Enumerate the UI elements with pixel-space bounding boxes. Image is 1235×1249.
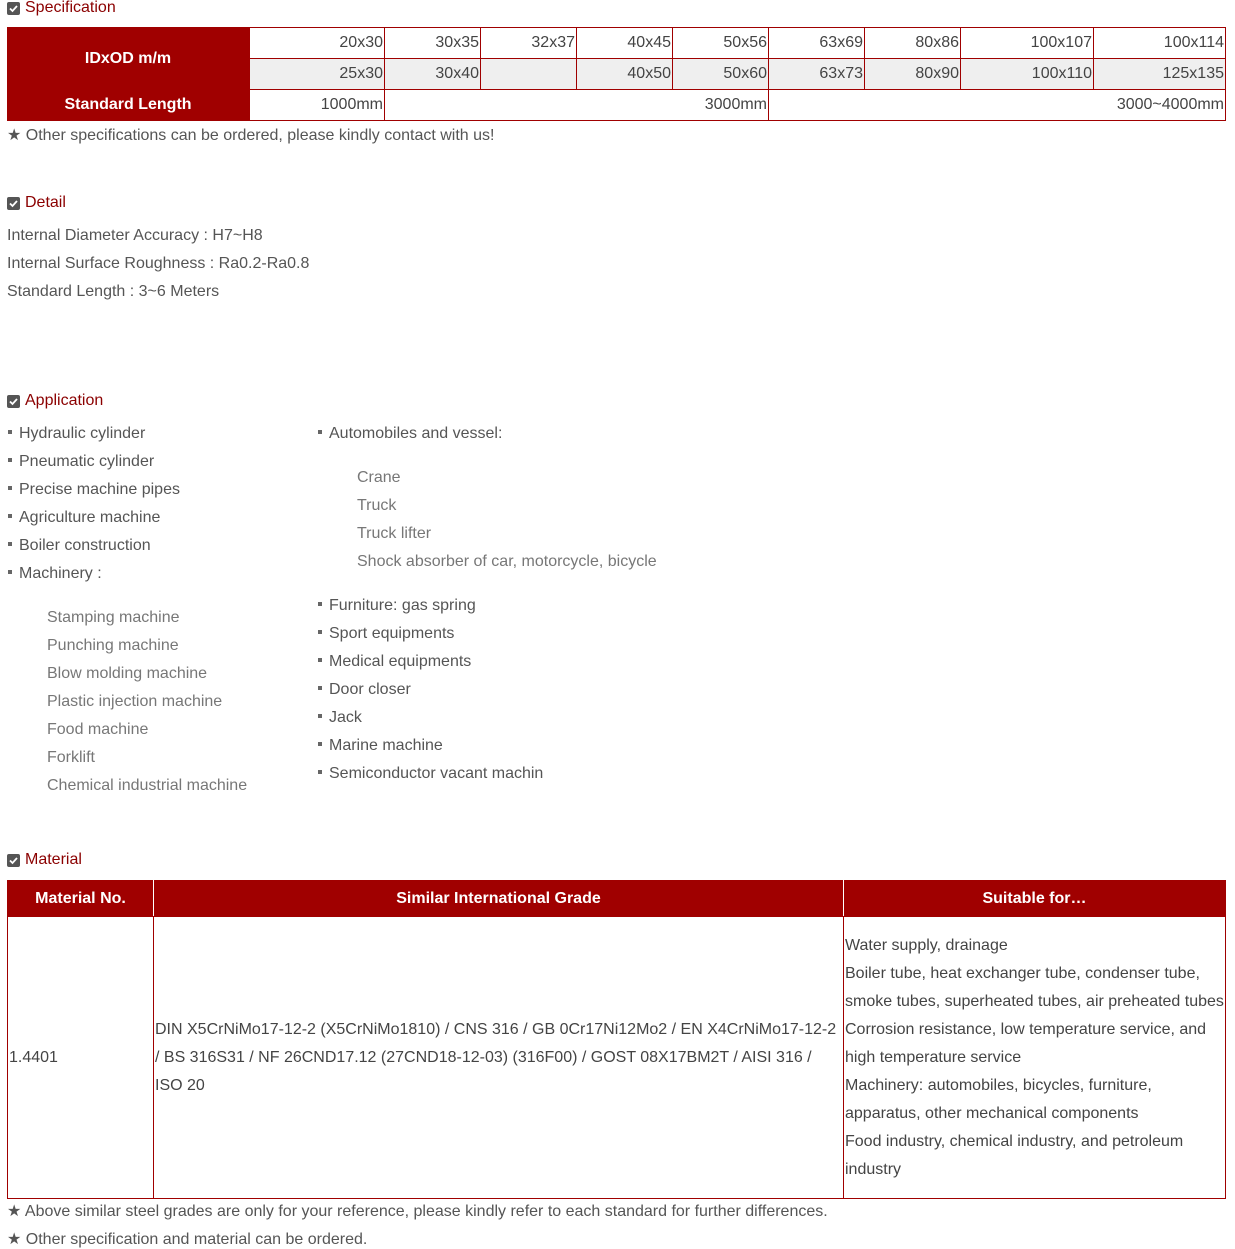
list-item: Marine machine: [318, 737, 443, 755]
sub-list-item: Forklift: [47, 749, 95, 766]
size-cell: 80x86: [865, 28, 961, 59]
length-cell: 1000mm: [250, 90, 385, 121]
length-cell: 3000~4000mm: [769, 90, 1226, 121]
list-item: Medical equipments: [318, 653, 471, 671]
list-item: Pneumatic cylinder: [8, 453, 154, 471]
list-item: Hydraulic cylinder: [8, 425, 145, 443]
list-item: Jack: [318, 709, 362, 727]
sub-list-item: Truck lifter: [357, 525, 432, 542]
checkbox-icon: [7, 2, 20, 15]
list-item: Furniture: gas spring: [318, 597, 476, 615]
list-item: Agriculture machine: [8, 509, 160, 527]
bullet-icon: [318, 770, 322, 774]
detail-line: Internal Diameter Accuracy : H7~H8: [7, 227, 263, 244]
suitable-line: Machinery: automobiles, bicycles, furniture, apparatus, other mechanical components: [845, 1076, 1152, 1122]
column-header: Similar International Grade: [154, 881, 844, 917]
section-title: Application: [25, 392, 104, 409]
section-title: Specification: [25, 0, 116, 16]
bullet-icon: [318, 658, 322, 662]
list-item: Automobiles and vessel:: [318, 425, 502, 443]
column-header: Suitable for…: [844, 881, 1226, 917]
material-table: [7, 880, 1226, 1199]
checkbox-icon: [7, 197, 20, 210]
list-item: Machinery :: [8, 565, 102, 583]
detail-line: Internal Surface Roughness : Ra0.2-Ra0.8: [7, 255, 310, 272]
size-cell: 63x73: [769, 59, 865, 90]
list-item: Sport equipments: [318, 625, 454, 643]
specification-table: [7, 27, 1226, 121]
sub-list-item: Chemical industrial machine: [47, 777, 248, 794]
specification-heading: [7, 0, 116, 18]
bullet-icon: [8, 514, 12, 518]
column-header: Material No.: [8, 881, 154, 917]
list-item: Door closer: [318, 681, 411, 699]
size-cell: 125x135: [1094, 59, 1226, 90]
material-note: ★ Above similar steel grades are only for your reference, please kindly refer to each standard for further differences.: [7, 1203, 828, 1220]
suitable-line: Food industry, chemical industry, and petroleum industry: [845, 1132, 1184, 1178]
section-title: Detail: [25, 194, 66, 211]
bullet-icon: [8, 542, 12, 546]
material-heading: [7, 850, 82, 870]
bullet-icon: [318, 742, 322, 746]
size-cell: 25x30: [250, 59, 385, 90]
table-header-row: [8, 881, 1226, 917]
sub-list-item: Plastic injection machine: [47, 693, 223, 710]
detail-line: Standard Length : 3~6 Meters: [7, 283, 220, 300]
size-cell: 20x30: [250, 28, 385, 59]
suitable-line: Boiler tube, heat exchanger tube, condenser tube, smoke tubes, superheated tubes, air preheated tubes: [845, 964, 1224, 1010]
section-title: Material: [25, 851, 82, 868]
sub-list-item: Punching machine: [47, 637, 179, 654]
size-cell: 100x110: [961, 59, 1094, 90]
size-cell: [481, 59, 577, 90]
size-cell: 30x35: [385, 28, 481, 59]
size-cell: 50x60: [673, 59, 769, 90]
size-cell: 80x90: [865, 59, 961, 90]
list-item: Boiler construction: [8, 537, 151, 555]
sub-list-item: Food machine: [47, 721, 149, 738]
idod-header: IDxOD m/m: [8, 28, 250, 90]
bullet-icon: [8, 430, 12, 434]
material-note: ★ Other specification and material can be ordered.: [7, 1231, 368, 1248]
length-cell: 3000mm: [385, 90, 769, 121]
suitable-cell: [844, 917, 1226, 1199]
detail-heading: [7, 193, 66, 213]
bullet-icon: [318, 630, 322, 634]
sub-list-item: Stamping machine: [47, 609, 180, 626]
bullet-icon: [318, 714, 322, 718]
table-row: [8, 917, 1226, 1199]
size-cell: 40x45: [577, 28, 673, 59]
size-cell: 40x50: [577, 59, 673, 90]
list-item: Precise machine pipes: [8, 481, 180, 499]
size-cell: 32x37: [481, 28, 577, 59]
bullet-icon: [318, 602, 322, 606]
length-header: Standard Length: [8, 90, 250, 121]
list-item: Semiconductor vacant machin: [318, 765, 543, 783]
bullet-icon: [8, 486, 12, 490]
size-cell: 100x114: [1094, 28, 1226, 59]
size-cell: 100x107: [961, 28, 1094, 59]
size-cell: 30x40: [385, 59, 481, 90]
size-cell: 63x69: [769, 28, 865, 59]
checkbox-icon: [7, 854, 20, 867]
suitable-line: Corrosion resistance, low temperature service, and high temperature service: [845, 1020, 1207, 1066]
grade-cell: DIN X5CrNiMo17-12-2 (X5CrNiMo1810) / CNS 316 / GB 0Cr17Ni12Mo2 / EN X4CrNiMo17-12-2 / BS 316S31 / NF 26CND17.12 (27CND18-12-03) (316F00) / GOST 08X17BM2T / AISI 316 / ISO 20: [154, 917, 844, 1199]
sub-list-item: Crane: [357, 469, 401, 486]
bullet-icon: [8, 458, 12, 462]
sub-list-item: Shock absorber of car, motorcycle, bicycle: [357, 553, 657, 570]
size-row-top: [8, 28, 1226, 59]
sub-list-item: Blow molding machine: [47, 665, 208, 682]
sub-list-item: Truck: [357, 497, 397, 514]
bullet-icon: [318, 430, 322, 434]
application-heading: [7, 391, 103, 411]
length-row: [8, 90, 1226, 121]
bullet-icon: [318, 686, 322, 690]
checkbox-icon: [7, 395, 20, 408]
bullet-icon: [8, 570, 12, 574]
size-cell: 50x56: [673, 28, 769, 59]
material-no-cell: 1.4401: [8, 917, 154, 1199]
spec-note: ★ Other specifications can be ordered, please kindly contact with us!: [7, 127, 495, 144]
suitable-line: Water supply, drainage: [845, 936, 1008, 954]
